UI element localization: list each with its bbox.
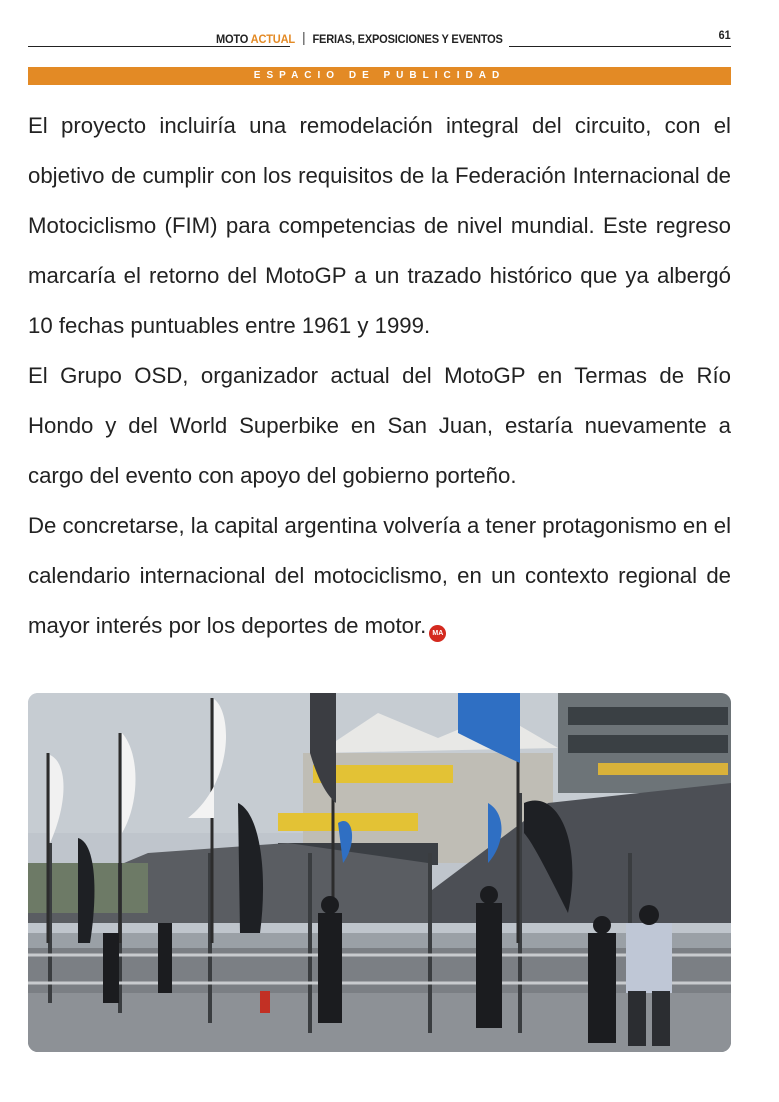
paragraph-3 [28,501,731,651]
ad-space-banner: ESPACIO DE PUBLICIDAD [28,67,731,85]
page-header [28,28,731,50]
brand-moto: MOTO [216,32,249,46]
page-number: 61 [718,28,731,42]
section-name: FERIAS, EXPOSICIONES Y EVENTOS [312,32,503,46]
header-rule-left [28,46,290,47]
end-of-article-badge: MA [429,625,446,642]
header-rule-right [509,46,731,47]
paragraph-1: El proyecto incluiría una remodelación integral del circuito, con el objetivo de cumplir con los requisitos de la Federación Internacional de Motociclismo (FIM) para competencias de nivel mundial. Este regreso marcaría el retorno del MotoGP a un trazado histórico que ya albergó 10 fechas puntuables entre 1961 y 1999. [28,113,731,338]
article-body [28,101,731,651]
brand-actual: ACTUAL [250,32,295,46]
paragraph-2: El Grupo OSD, organizador actual del MotoGP en Termas de Río Hondo y del World Superbike en San Juan, estaría nuevamente a cargo del evento con apoyo del gobierno porteño. [28,363,731,488]
paragraph-3-text: De concretarse, la capital argentina volvería a tener protagonismo en el calendario internacional del motociclismo, en un contexto regional de mayor interés por los deportes de motor. [28,513,732,638]
header-title [216,32,503,46]
circuit-photo [28,693,731,1052]
circuit-photo-illustration [28,693,731,1052]
header-separator [303,32,304,45]
